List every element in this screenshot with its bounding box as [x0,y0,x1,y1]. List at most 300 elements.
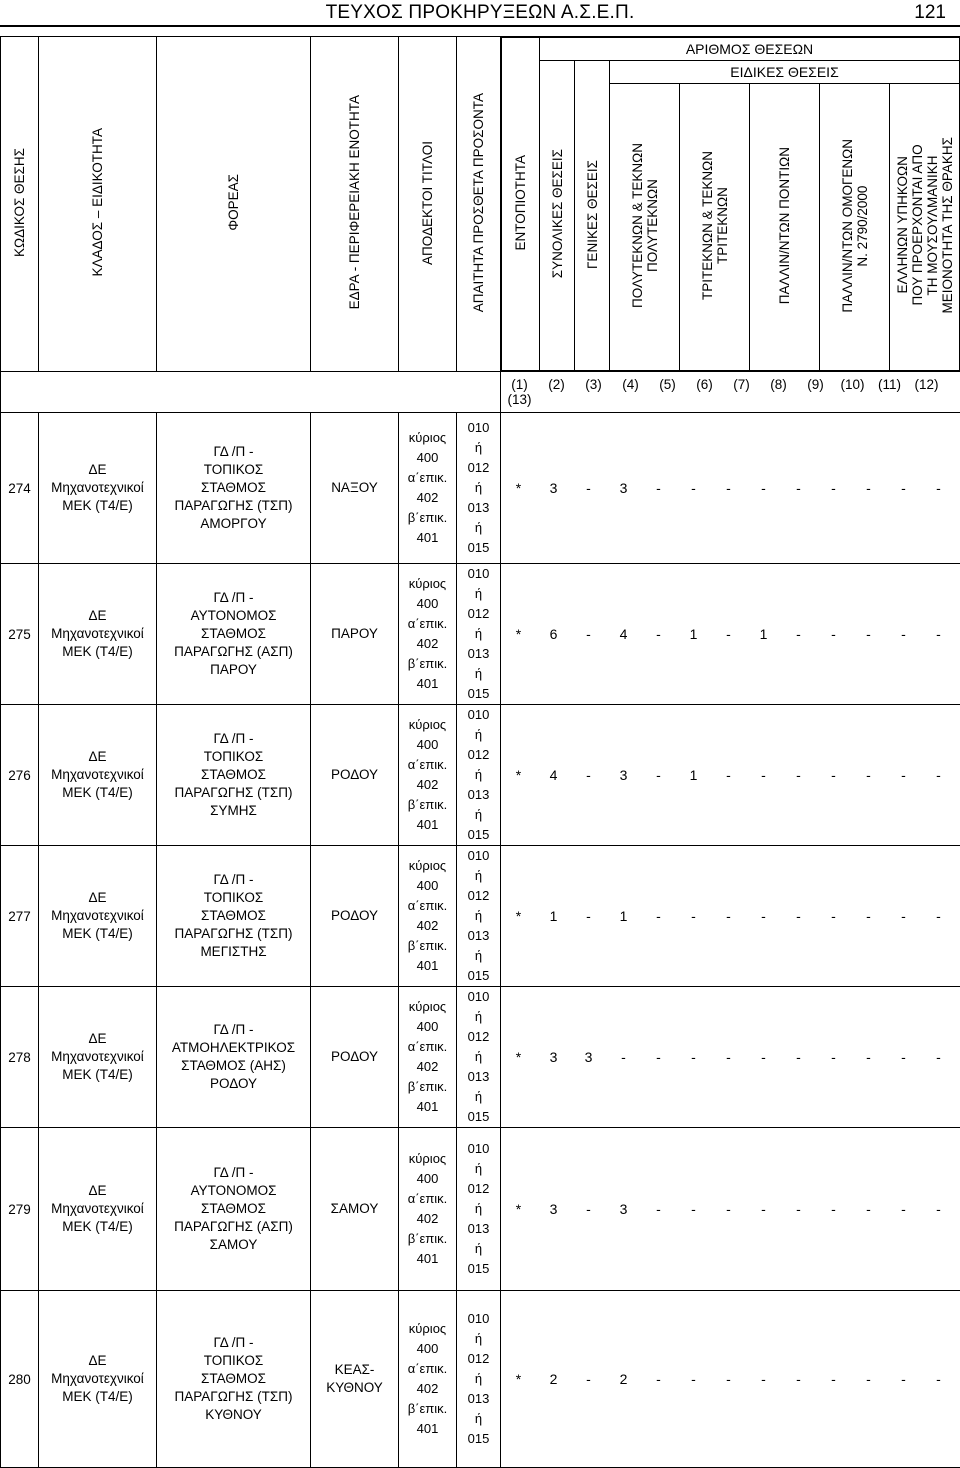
degree-line: 401 [399,956,456,976]
group-special: ΕΙΔΙΚΕΣ ΘΕΣΕΙΣ [610,61,960,84]
position-value: - [641,480,676,496]
degree-line: 400 [399,1169,456,1189]
degree-line: 402 [399,634,456,654]
requirement-line: 015 [457,684,500,704]
requirement-line: 012 [457,1179,500,1199]
organization-line: ΣΤΑΘΜΟΣ [157,625,310,643]
organization-line: ΠΑΡΑΓΩΓΗΣ (ΤΣΠ) [157,784,310,802]
position-value: - [921,1049,956,1065]
position-value: - [711,1049,746,1065]
degree-line: 401 [399,528,456,548]
col-degrees: ΑΠΟΔΕΚΤΟΙ ΤΙΤΛΟΙ [399,37,457,372]
requirement-line: 015 [457,1429,500,1449]
position-value: * [501,1049,536,1065]
degree-line: 402 [399,1057,456,1077]
requirement-line: 012 [457,1027,500,1047]
requirement-line: 013 [457,1389,500,1409]
requirement-line: ή [457,518,500,538]
position-value: - [816,480,851,496]
requirement-line: 015 [457,825,500,845]
requirement-line: ή [457,1159,500,1179]
requirement-line: 012 [457,745,500,765]
requirements-cell [457,987,501,1128]
group-positions: ΑΡΙΘΜΟΣ ΘΕΣΕΩΝ [540,38,960,61]
degree-line: κύριος [399,574,456,594]
organization-line: ΣΥΜΗΣ [157,802,310,820]
position-value: - [711,480,746,496]
requirement-line: 010 [457,418,500,438]
position-value: - [781,1371,816,1387]
position-value: - [571,626,606,642]
degree-line: α΄επικ. [399,468,456,488]
position-value: - [921,626,956,642]
requirement-line: 010 [457,1309,500,1329]
degrees-cell [399,846,457,987]
organization-line: ΑΤΜΟΗΛΕΚΤΡΙΚΟΣ [157,1039,310,1057]
positions-values [501,1371,960,1387]
col-special-1 [680,84,750,371]
requirement-line: 012 [457,458,500,478]
degree-line: 400 [399,876,456,896]
organization-line: ΣΤΑΘΜΟΣ [157,1370,310,1388]
position-value: - [781,1049,816,1065]
organization-line: ΓΔ /Π - [157,730,310,748]
organization-line: ΓΔ /Π - [157,1164,310,1182]
column-number: (13) [501,392,538,407]
seat-cell [311,846,399,987]
position-value: 2 [606,1371,641,1387]
position-value: - [851,1049,886,1065]
requirement-line: 010 [457,987,500,1007]
specialty-line: ΔΕ [39,1352,156,1370]
degree-line: 401 [399,1419,456,1439]
journal-title: ΤΕΥΧΟΣ ΠΡΟΚΗΡΥΞΕΩΝ Α.Σ.Ε.Π. [0,2,960,24]
special-header-line: ΠΟΥ ΠΡΟΕΡΧΟΝΤΑΙ ΑΠΟ [910,137,925,313]
position-value: * [501,767,536,783]
organization-line: ΤΟΠΙΚΟΣ [157,748,310,766]
position-value: - [571,767,606,783]
specialty-cell [39,705,157,846]
position-value: - [746,1371,781,1387]
position-value: - [921,480,956,496]
col-specialty: ΚΛΑΔΟΣ – ΕΙΔΙΚΟΤΗΤΑ [39,37,157,372]
organization-line: ΣΤΑΘΜΟΣ [157,479,310,497]
requirement-line: ή [457,1047,500,1067]
specialty-cell [39,987,157,1128]
requirement-line: ή [457,1199,500,1219]
position-value: - [816,908,851,924]
organization-line: ΓΔ /Π - [157,871,310,889]
organization-line: ΓΔ /Π - [157,1334,310,1352]
table-row [1,705,960,846]
requirement-line: ή [457,906,500,926]
degree-line: α΄επικ. [399,1189,456,1209]
degree-line: β΄επικ. [399,1399,456,1419]
organization-line: ΑΜΟΡΓΟΥ [157,515,310,533]
position-value: - [676,1049,711,1065]
position-value: - [641,908,676,924]
position-value: 4 [606,626,641,642]
requirements-cell [457,1291,501,1468]
table-row [1,846,960,987]
special-header-line: ΤΡΙΤΕΚΝΩΝ [715,151,730,300]
requirement-line: 010 [457,705,500,725]
requirement-line: 010 [457,564,500,584]
column-number: (12) [908,377,945,392]
requirement-line: 013 [457,498,500,518]
seat-line: ΣΑΜΟΥ [311,1200,398,1218]
degree-line: β΄επικ. [399,654,456,674]
requirement-line: ή [457,805,500,825]
organization-cell [157,1291,311,1468]
requirement-line: ή [457,438,500,458]
column-numbers-row [1,372,960,413]
position-value: - [641,767,676,783]
specialty-line: ΜΕΚ (Τ4/Ε) [39,1218,156,1236]
requirement-line: 010 [457,846,500,866]
organization-line: ΣΤΑΘΜΟΣ (ΑΗΣ) [157,1057,310,1075]
requirement-line: 010 [457,1139,500,1159]
specialty-line: Μηχανοτεχνικοί [39,766,156,784]
requirement-line: 015 [457,1107,500,1127]
position-value: - [641,1201,676,1217]
position-value: - [851,626,886,642]
organization-line: ΠΑΡΑΓΩΓΗΣ (ΑΣΠ) [157,1218,310,1236]
requirements-cell [457,413,501,564]
requirement-line: 013 [457,785,500,805]
position-value: * [501,480,536,496]
position-value: - [886,908,921,924]
column-number: (3) [575,377,612,392]
requirement-line: ή [457,725,500,745]
degree-line: 401 [399,674,456,694]
degree-line: α΄επικ. [399,896,456,916]
degree-line: α΄επικ. [399,614,456,634]
position-code: 279 [1,1128,39,1291]
degrees-cell [399,1291,457,1468]
col-organization: ΦΟΡΕΑΣ [157,37,311,372]
requirement-line: ή [457,866,500,886]
position-value: - [746,480,781,496]
seat-line: ΠΑΡΟΥ [311,625,398,643]
organization-line: ΜΕΓΙΣΤΗΣ [157,943,310,961]
specialty-line: Μηχανοτεχνικοί [39,1048,156,1066]
organization-cell [157,413,311,564]
table-row [1,1291,960,1468]
specialty-line: ΜΕΚ (Τ4/Ε) [39,497,156,515]
col-special-3 [820,84,890,371]
degree-line: α΄επικ. [399,755,456,775]
position-value: - [921,1201,956,1217]
column-number: (7) [723,377,760,392]
degree-line: κύριος [399,997,456,1017]
col-requirements: ΑΠΑΙΤΗΤΑ ΠΡΟΣΘΕΤΑ ΠΡΟΣΟΝΤΑ [457,37,501,372]
specialty-line: Μηχανοτεχνικοί [39,625,156,643]
positions-values [501,908,960,924]
specialty-cell [39,1291,157,1468]
requirements-cell [457,705,501,846]
position-value: - [711,1371,746,1387]
specialty-line: Μηχανοτεχνικοί [39,1200,156,1218]
header-rule [0,25,960,27]
position-value: 3 [536,1049,571,1065]
organization-line: ΣΤΑΘΜΟΣ [157,766,310,784]
col-special-2 [750,84,820,371]
degree-line: κύριος [399,715,456,735]
col-locality: ΕΝΤΟΠΙΟΤΗΤΑ [502,38,540,371]
specialty-line: ΜΕΚ (Τ4/Ε) [39,643,156,661]
position-value: 1 [746,626,781,642]
specialty-line: ΔΕ [39,889,156,907]
position-value: 1 [606,908,641,924]
degree-line: 400 [399,594,456,614]
position-value: - [676,1201,711,1217]
specialty-cell [39,846,157,987]
col-seat: ΕΔΡΑ - ΠΕΡΙΦΕΡΕΙΑΚΗ ΕΝΟΤΗΤΑ [311,37,399,372]
column-number: (9) [797,377,834,392]
position-value: - [746,767,781,783]
position-value: - [886,626,921,642]
seat-line: ΝΑΞΟΥ [311,479,398,497]
special-header-line: ΤΡΙΤΕΚΝΩΝ & ΤΕΚΝΩΝ [700,151,715,300]
requirement-line: ή [457,584,500,604]
positions-cell [501,413,960,564]
position-value: - [816,1371,851,1387]
seat-line: ΡΟΔΟΥ [311,766,398,784]
position-value: - [641,1371,676,1387]
degrees-cell [399,705,457,846]
seat-cell [311,1291,399,1468]
position-value: * [501,1201,536,1217]
requirement-line: ή [457,1409,500,1429]
seat-cell [311,987,399,1128]
positions-values [501,1201,960,1217]
header-row [1,37,960,372]
col-special-0 [610,84,680,371]
degrees-cell [399,1128,457,1291]
specialty-line: ΔΕ [39,748,156,766]
position-value: 1 [676,626,711,642]
degree-line: 401 [399,1097,456,1117]
specialty-line: ΜΕΚ (Τ4/Ε) [39,925,156,943]
requirement-line: 015 [457,966,500,986]
degree-line: α΄επικ. [399,1037,456,1057]
position-value: * [501,908,536,924]
specialty-line: Μηχανοτεχνικοί [39,1370,156,1388]
position-value: - [781,480,816,496]
organization-line: ΑΥΤΟΝΟΜΟΣ [157,1182,310,1200]
positions-values [501,626,960,642]
column-number: (1) [501,377,538,392]
degree-line: α΄επικ. [399,1359,456,1379]
position-value: - [781,626,816,642]
special-header-line: ΠΑΛΛΙΝ/ΝΤΩΝ ΠΟΝΤΙΩΝ [777,147,792,304]
positions-values [501,480,960,496]
requirement-line: ή [457,946,500,966]
specialty-line: Μηχανοτεχνικοί [39,907,156,925]
positions-cell [501,1128,960,1291]
degree-line: 400 [399,735,456,755]
position-value: 3 [536,480,571,496]
positions-cell [501,846,960,987]
position-value: - [781,908,816,924]
table-row [1,1128,960,1291]
position-value: - [886,1049,921,1065]
position-value: - [816,1049,851,1065]
organization-cell [157,987,311,1128]
positions-cell [501,564,960,705]
positions-table [0,36,960,1468]
col-code: ΚΩΔΙΚΟΣ ΘΕΣΗΣ [1,37,39,372]
requirement-line: ή [457,1087,500,1107]
special-header-line: ΠΟΛΥΤΕΚΝΩΝ [645,143,660,308]
organization-cell [157,705,311,846]
page-number: 121 [914,2,946,24]
degree-line: 401 [399,815,456,835]
degrees-cell [399,564,457,705]
numbers-spacer [1,372,501,413]
degree-line: 402 [399,488,456,508]
position-value: - [676,1371,711,1387]
requirement-line: 013 [457,926,500,946]
special-header-line: Ν. 2790/2000 [855,139,870,313]
position-value: - [711,767,746,783]
position-value: - [816,626,851,642]
column-number: (2) [538,377,575,392]
specialty-line: ΔΕ [39,1030,156,1048]
specialty-line: Μηχανοτεχνικοί [39,479,156,497]
position-value: - [851,480,886,496]
table-body [1,413,960,1468]
col-positions-group [501,37,960,372]
table-row [1,564,960,705]
organization-line: ΠΑΡΑΓΩΓΗΣ (ΤΣΠ) [157,497,310,515]
position-code: 277 [1,846,39,987]
requirement-line: 012 [457,886,500,906]
column-number: (10) [834,377,871,392]
position-code: 274 [1,413,39,564]
position-value: * [501,1371,536,1387]
degree-line: 402 [399,1379,456,1399]
requirement-line: 015 [457,1259,500,1279]
specialty-line: ΜΕΚ (Τ4/Ε) [39,1388,156,1406]
degree-line: 400 [399,1339,456,1359]
position-value: 1 [676,767,711,783]
requirement-line: 012 [457,1349,500,1369]
position-value: - [851,767,886,783]
specialty-cell [39,564,157,705]
organization-line: ΠΑΡΟΥ [157,661,310,679]
position-value: - [816,1201,851,1217]
position-value: 3 [536,1201,571,1217]
position-value: - [571,1201,606,1217]
requirements-cell [457,1128,501,1291]
organization-line: ΣΑΜΟΥ [157,1236,310,1254]
requirement-line: ή [457,624,500,644]
organization-line: ΓΔ /Π - [157,443,310,461]
requirement-line: 013 [457,1067,500,1087]
position-value: 4 [536,767,571,783]
organization-line: ΓΔ /Π - [157,1021,310,1039]
special-header-line: ΤΗ ΜΟΥΣΟΥΛΜΑΝΙΚΗ [925,137,940,313]
position-code: 278 [1,987,39,1128]
seat-line: ΡΟΔΟΥ [311,907,398,925]
position-value: - [781,767,816,783]
degree-line: β΄επικ. [399,1077,456,1097]
degrees-cell [399,413,457,564]
degree-line: κύριος [399,856,456,876]
page-header [0,0,960,28]
position-value: - [571,908,606,924]
organization-line: ΠΑΡΑΓΩΓΗΣ (ΤΣΠ) [157,925,310,943]
special-header-line: ΠΑΛΛΙΝ/ΝΤΩΝ ΟΜΟΓΕΝΩΝ [840,139,855,313]
special-header-line: ΠΟΛΥΤΕΚΝΩΝ & ΤΕΚΝΩΝ [630,143,645,308]
organization-cell [157,564,311,705]
degree-line: 400 [399,1017,456,1037]
column-number: (11) [871,377,908,392]
position-value: - [851,1371,886,1387]
position-value: - [746,1201,781,1217]
positions-values [501,1049,960,1065]
positions-cell [501,1291,960,1468]
degree-line: κύριος [399,1149,456,1169]
col-total: ΣΥΝΟΛΙΚΕΣ ΘΕΣΕΙΣ [540,61,575,371]
position-value: - [886,480,921,496]
position-value: 3 [606,767,641,783]
requirement-line: ή [457,1369,500,1389]
position-value: - [746,908,781,924]
seat-line: ΚΥΘΝΟΥ [311,1379,398,1397]
position-value: - [886,1201,921,1217]
position-value: - [886,767,921,783]
specialty-line: ΔΕ [39,607,156,625]
degree-line: β΄επικ. [399,795,456,815]
position-value: - [921,908,956,924]
seat-line: ΚΕΑΣ- [311,1361,398,1379]
position-value: 3 [606,1201,641,1217]
position-value: - [711,1201,746,1217]
position-code: 280 [1,1291,39,1468]
position-value: - [886,1371,921,1387]
requirement-line: 015 [457,538,500,558]
seat-cell [311,564,399,705]
requirement-line: ή [457,765,500,785]
positions-cell [501,705,960,846]
table-row [1,987,960,1128]
requirements-cell [457,564,501,705]
organization-line: ΣΤΑΘΜΟΣ [157,907,310,925]
position-value: - [711,908,746,924]
degrees-cell [399,987,457,1128]
position-value: - [571,1371,606,1387]
seat-line: ΡΟΔΟΥ [311,1048,398,1066]
organization-line: ΑΥΤΟΝΟΜΟΣ [157,607,310,625]
seat-cell [311,1128,399,1291]
special-header-line: ΕΛΛΗΝΩΝ ΥΠΗΚΟΩΝ [895,137,910,313]
position-value: 6 [536,626,571,642]
organization-line: ΤΟΠΙΚΟΣ [157,889,310,907]
organization-cell [157,1128,311,1291]
position-value: - [641,1049,676,1065]
requirement-line: ή [457,1239,500,1259]
position-value: - [641,626,676,642]
requirement-line: ή [457,1329,500,1349]
positions-values [501,767,960,783]
requirement-line: 013 [457,644,500,664]
requirement-line: 013 [457,1219,500,1239]
requirement-line: ή [457,478,500,498]
column-number: (5) [649,377,686,392]
